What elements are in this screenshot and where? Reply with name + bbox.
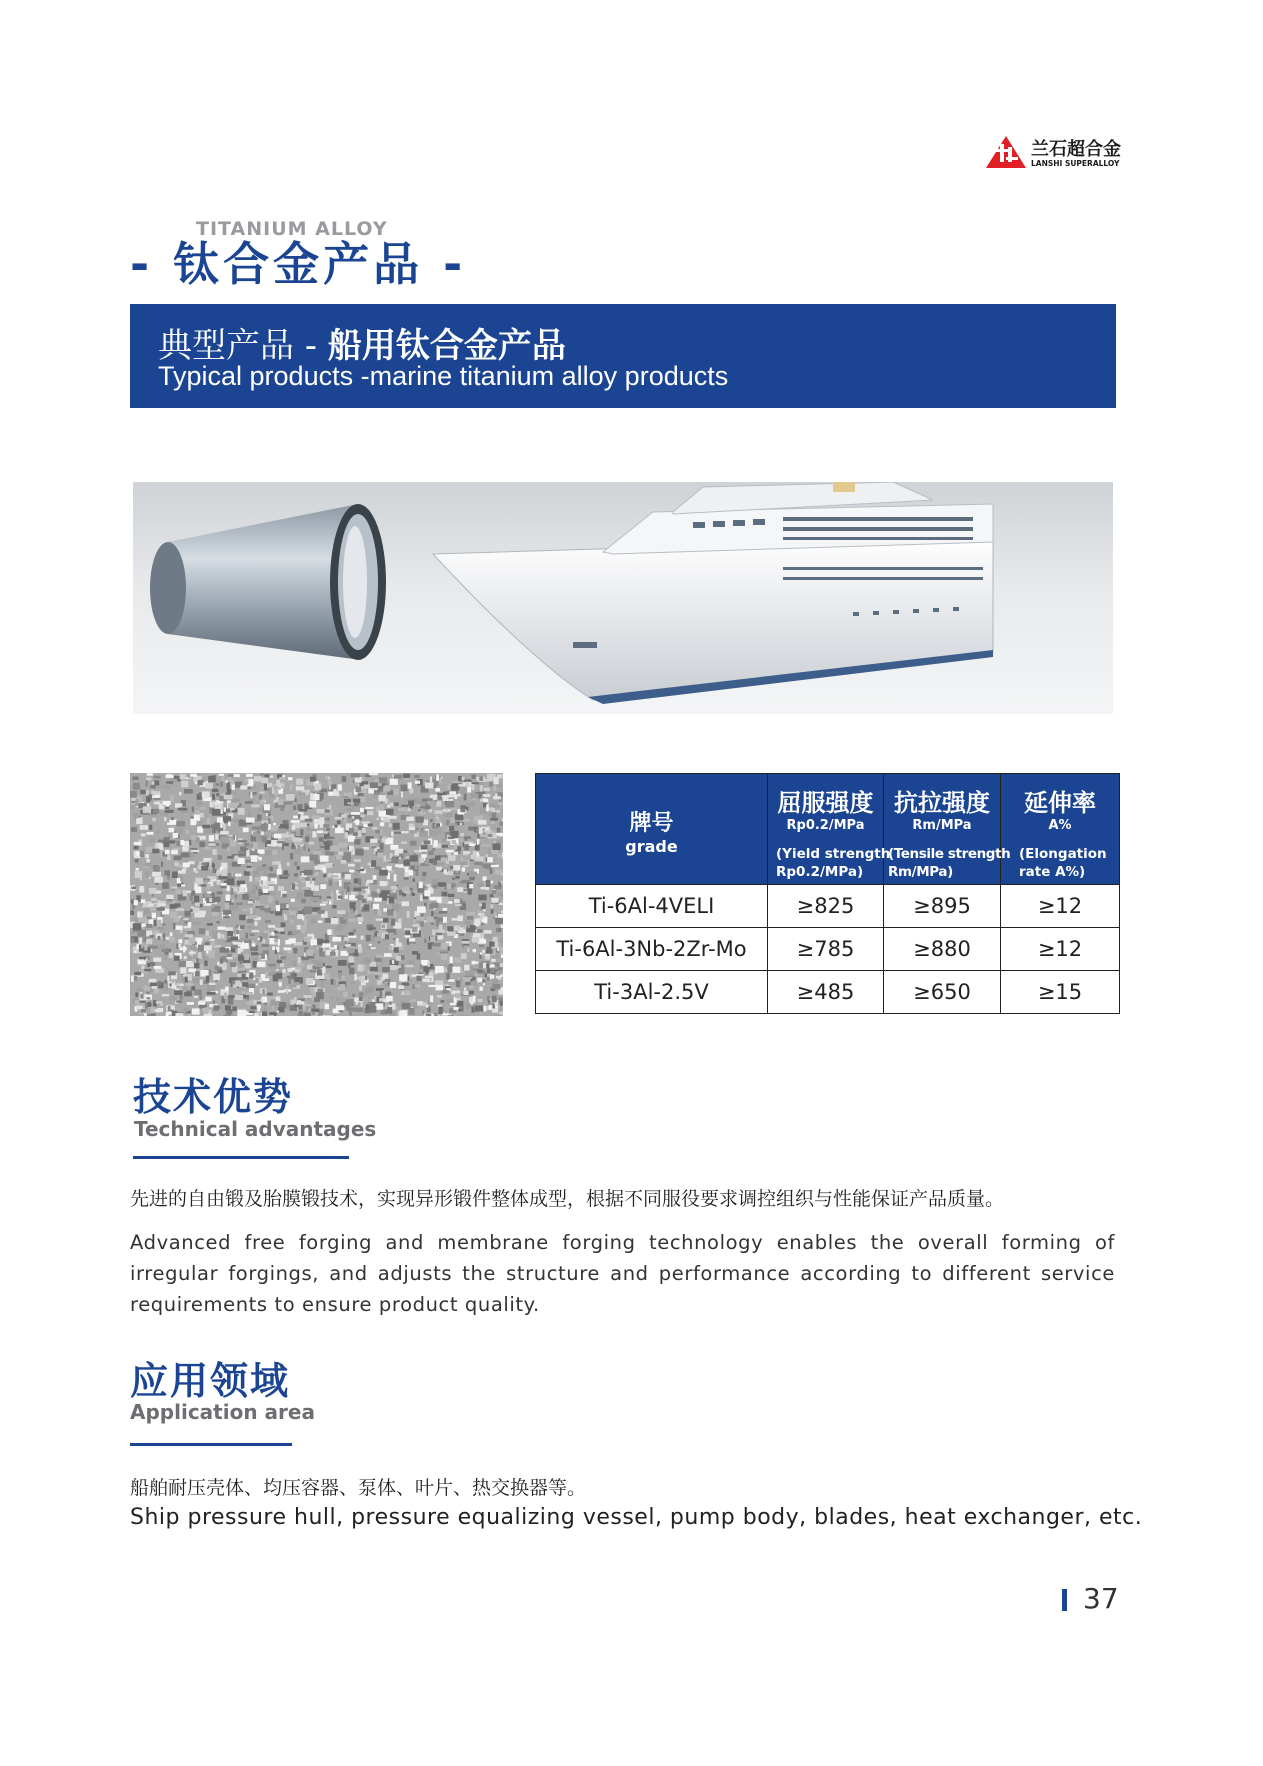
microstructure-image [130,773,503,1016]
header-elongation-unit: A% [1048,818,1072,833]
logo-text-cn: 兰石超合金 [1031,139,1121,160]
logo-mark-icon [985,135,1027,169]
application-heading-en: Application area [130,1400,315,1424]
cell-grade: Ti-6Al-4VELI [536,885,768,928]
header-elongation-cn: 延伸率 [1024,789,1096,817]
page-number: 37 [1083,1582,1119,1615]
banner-title-en: Typical products -marine titanium alloy products [158,361,729,391]
tech-body-cn: 先进的自由锻及胎膜锻技术，实现异形锻件整体成型，根据不同服役要求调控组织与性能保证产品质量。 [130,1188,1005,1210]
cell-elongation: ≥15 [1001,971,1120,1014]
logo-text-en: LANSHI SUPERALLOY [1031,159,1120,168]
header-grade-en: grade [625,837,678,856]
header-grade-cn: 牌号 [629,811,674,836]
tech-body-en: Advanced free forging and membrane forging technology enables the overall forming of irregular forgings, and adjusts the structure and performance according to different service requirements to ensure product quality. [130,1231,1115,1316]
cell-elongation: ≥12 [1001,885,1120,928]
header-yield [768,774,891,885]
cell-yield: ≥785 [768,928,884,971]
ship-and-pipe-image [133,482,1113,714]
header-elongation [1001,774,1120,885]
microstructure-texture [130,773,503,1016]
header-tensile [884,774,1011,885]
tech-heading-en: Technical advantages [134,1117,377,1141]
cell-yield: ≥485 [768,971,884,1014]
cell-grade: Ti-3Al-2.5V [536,971,768,1014]
header-elongation-note: (Elongation rate A%) [1019,846,1107,880]
banner-title-cn [158,318,566,367]
table-row [536,885,1120,928]
header-yield-unit: Rp0.2/MPa [786,818,865,833]
application-body-cn: 船舶耐压壳体、均压容器、泵体、叶片、热交换器等。 [130,1477,587,1499]
application-body-en: Ship pressure hull, pressure equalizing vessel, pump body, blades, heat exchanger, etc. [130,1505,1143,1530]
header-yield-note: (Yield strength Rp0.2/MPa) [776,846,891,880]
cell-grade: Ti-6Al-3Nb-2Zr-Mo [536,928,768,971]
cell-tensile: ≥650 [884,971,1001,1014]
tech-heading-underline [133,1156,349,1159]
header-tensile-unit: Rm/MPa [912,818,972,833]
table-header-row [536,774,1120,885]
cell-elongation: ≥12 [1001,928,1120,971]
application-heading: 应用领域 [130,1359,291,1403]
header-tensile-note: (Tensile strength Rm/MPa) [888,846,1011,880]
section-title: - 钛合金产品 - [130,237,467,291]
header-yield-cn: 屈服强度 [777,789,874,817]
section-title-en: TITANIUM ALLOY [196,218,388,240]
table-row [536,971,1120,1014]
cell-tensile: ≥895 [884,885,1001,928]
page-number-marker [1062,1589,1067,1611]
table-row [536,928,1120,971]
header-grade [536,774,768,885]
banner-title-bold: 船用钛合金产品 [327,326,566,366]
company-logo [985,133,1125,173]
tech-heading: 技术优势 [133,1075,294,1119]
cell-tensile: ≥880 [884,928,1001,971]
application-heading-underline [130,1443,292,1446]
product-photo [133,482,1113,714]
cell-yield: ≥825 [768,885,884,928]
properties-table [535,773,1120,1014]
header-tensile-cn: 抗拉强度 [894,789,990,817]
product-banner [130,304,1116,408]
banner-title-prefix: 典型产品 - [158,326,328,366]
